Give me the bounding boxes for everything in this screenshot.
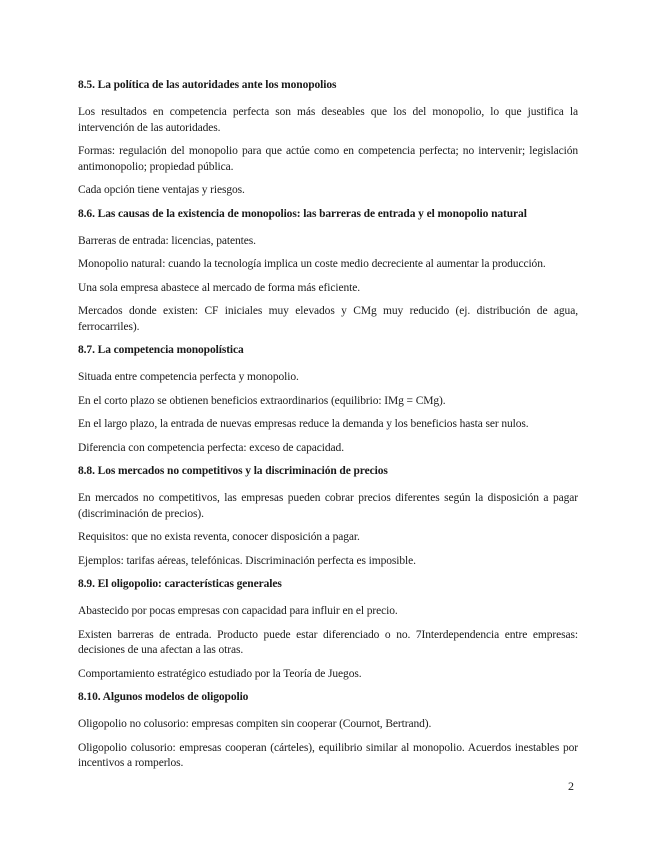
- section-8-8: [78, 464, 578, 569]
- paragraph: Abastecido por pocas empresas con capacidad para influir en el precio.: [78, 605, 398, 617]
- section-8-6: [78, 207, 578, 336]
- section-heading: 8.5. La política de las autoridades ante los monopolios: [78, 79, 337, 91]
- page-content: [78, 78, 578, 780]
- paragraph: En mercados no competitivos, las empresas pueden cobrar precios diferentes según la disposición a pagar (discriminación de precios).: [78, 492, 578, 520]
- paragraph: Requisitos: que no exista reventa, conocer disposición a pagar.: [78, 531, 360, 543]
- paragraph: Existen barreras de entrada. Producto puede estar diferenciado o no. 7Interdependencia entre empresas: decisiones de una afectan a las otras.: [78, 628, 578, 656]
- paragraph: Oligopolio no colusorio: empresas compiten sin cooperar (Cournot, Bertrand).: [78, 718, 432, 730]
- section-heading: 8.10. Algunos modelos de oligopolio: [78, 691, 249, 703]
- paragraph: Cada opción tiene ventajas y riesgos.: [78, 184, 245, 196]
- paragraph: Diferencia con competencia perfecta: exceso de capacidad.: [78, 441, 344, 454]
- paragraph: Formas: regulación del monopolio para que actúe como en competencia perfecta; no intervenir; legislación antimonopolio; propiedad pública.: [78, 145, 578, 173]
- section-8-5: [78, 78, 578, 199]
- page-number: 2: [568, 779, 574, 793]
- section-heading: 8.9. El oligopolio: características generales: [78, 578, 282, 590]
- section-8-9: [78, 577, 578, 682]
- section-8-7: [78, 343, 578, 456]
- section-8-10: [78, 690, 578, 772]
- paragraph: Una sola empresa abastece al mercado de forma más eficiente.: [78, 281, 360, 294]
- section-heading: 8.6. Las causas de la existencia de monopolios: las barreras de entrada y el monopolio natural: [78, 207, 527, 220]
- paragraph: Oligopolio colusorio: empresas cooperan (cárteles), equilibrio similar al monopolio. Acuerdos inestables por incentivos a romperlos.: [78, 741, 578, 769]
- paragraph: Situada entre competencia perfecta y monopolio.: [78, 371, 299, 383]
- paragraph: Monopolio natural: cuando la tecnología implica un coste medio decreciente al aumentar la producción.: [78, 258, 546, 270]
- section-heading: 8.8. Los mercados no competitivos y la discriminación de precios: [78, 465, 388, 477]
- paragraph: Comportamiento estratégico estudiado por la Teoría de Juegos.: [78, 667, 362, 680]
- section-heading: 8.7. La competencia monopolística: [78, 344, 244, 356]
- paragraph: En el corto plazo se obtienen beneficios extraordinarios (equilibrio: IMg = CMg).: [78, 394, 446, 407]
- paragraph: En el largo plazo, la entrada de nuevas empresas reduce la demanda y los beneficios hasta ser nulos.: [78, 418, 529, 430]
- paragraph: Barreras de entrada: licencias, patentes.: [78, 234, 256, 247]
- paragraph: Mercados donde existen: CF iniciales muy elevados y CMg muy reducido (ej. distribución de agua, ferrocarriles).: [78, 305, 578, 333]
- paragraph: Los resultados en competencia perfecta son más deseables que los del monopolio, lo que justifica la intervención de las autoridades.: [78, 106, 578, 134]
- paragraph: Ejemplos: tarifas aéreas, telefónicas. Discriminación perfecta es imposible.: [78, 554, 416, 567]
